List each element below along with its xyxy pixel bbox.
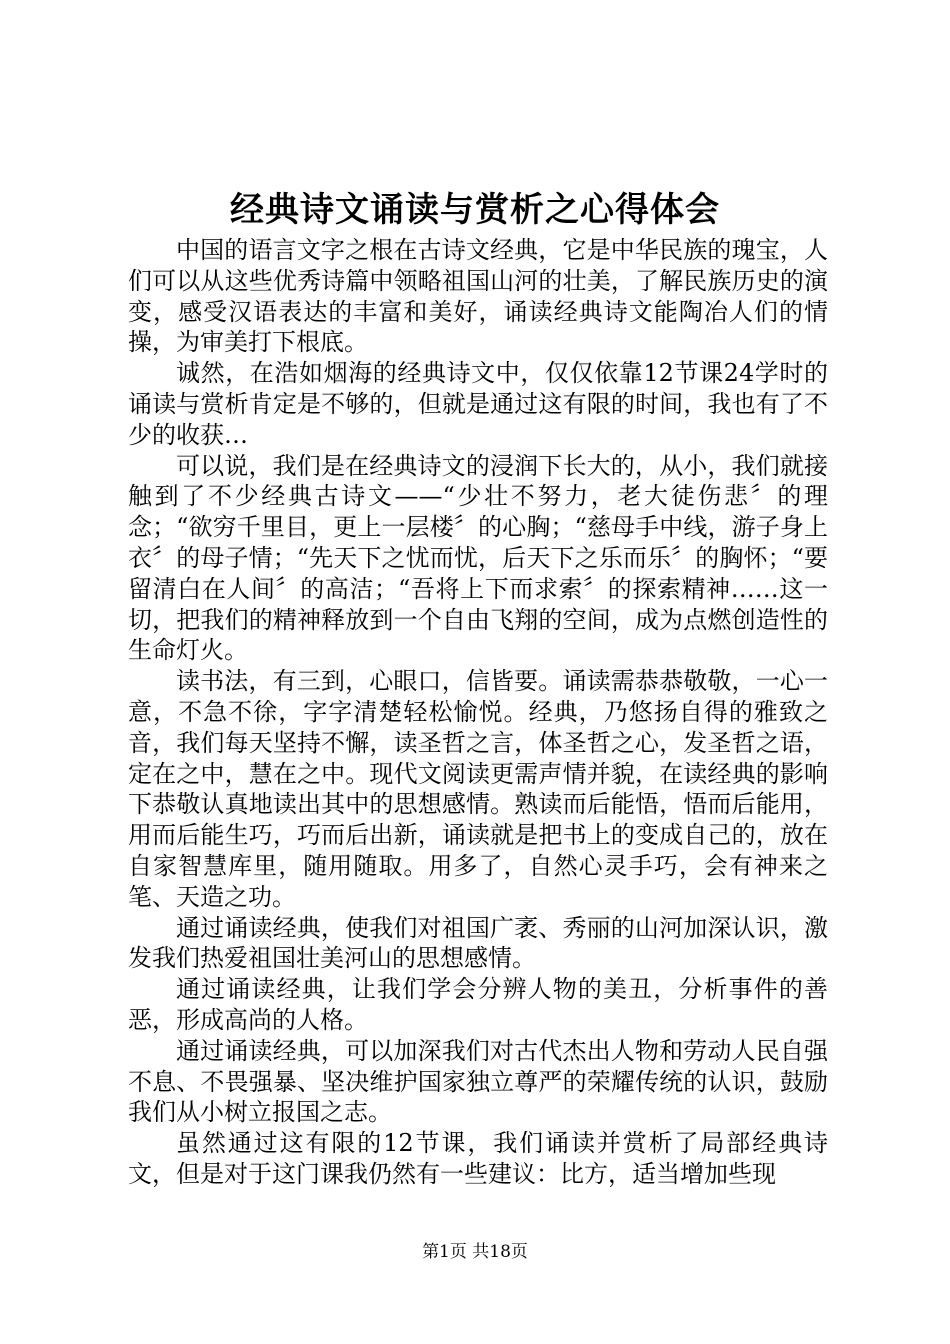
paragraph: 通过诵读经典，使我们对祖国广袤、秀丽的山河加深认识，激发我们热爱祖国壮美河山的思想感情。	[128, 913, 828, 973]
page-number-footer: 第1页 共18页	[422, 1242, 528, 1262]
paragraph: 诚然，在浩如烟海的经典诗文中，仅仅依靠12节课24学时的诵读与赏析肯定是不够的，但就是通过这有限的时间，我也有了不少的收获…	[128, 359, 828, 449]
paragraph: 可以说，我们是在经典诗文的浸润下长大的，从小，我们就接触到了不少经典古诗文——“少壮不努力，老大徒伤悲〞的理念；“欲穷千里目，更上一层楼〞的心胸；“慈母手中线，游子身上衣〞的母子情；“先天下之忧而忧，后天下之乐而乐〞的胸怀；“要留清白在人间〞的高洁；“吾将上下而求索〞的探索精神……这一切，把我们的精神释放到一个自由飞翔的空间，成为点燃创造性的生命灯火。	[128, 451, 828, 665]
document-title: 经典诗文诵读与赏析之心得体会	[230, 190, 720, 230]
document-body	[128, 235, 828, 1190]
paragraph: 通过诵读经典，让我们学会分辨人物的美丑，分析事件的善恶，形成高尚的人格。	[128, 975, 828, 1034]
paragraph: 通过诵读经典，可以加深我们对古代杰出人物和劳动人民自强不息、不畏强暴、坚决维护国家独立尊严的荣耀传统的认识，鼓励我们从小树立报国之志。	[128, 1036, 828, 1127]
paragraph: 虽然通过这有限的12节课，我们诵读并赏析了局部经典诗文，但是对于这门课我仍然有一些建议：比方，适当增加些现	[128, 1129, 828, 1188]
paragraph: 读书法，有三到，心眼口，信皆要。诵读需恭恭敬敬，一心一意，不急不徐，字字清楚轻松愉悦。经典，乃悠扬自得的雅致之音，我们每天坚持不懈，读圣哲之言，体圣哲之心，发圣哲之语，定在之中，慧在之中。现代文阅读更需声情并貌，在读经典的影响下恭敬认真地读出其中的思想感情。熟读而后能悟，悟而后能用，用而后能生巧，巧而后出新，诵读就是把书上的变成自己的，放在自家智慧库里，随用随取。用多了，自然心灵手巧，会有神来之笔、天造之功。	[128, 667, 828, 911]
paragraph: 中国的语言文字之根在古诗文经典，它是中华民族的瑰宝，人们可以从这些优秀诗篇中领略祖国山河的壮美，了解民族历史的演变，感受汉语表达的丰富和美好，诵读经典诗文能陶冶人们的情操，为审美打下根底。	[128, 236, 828, 357]
